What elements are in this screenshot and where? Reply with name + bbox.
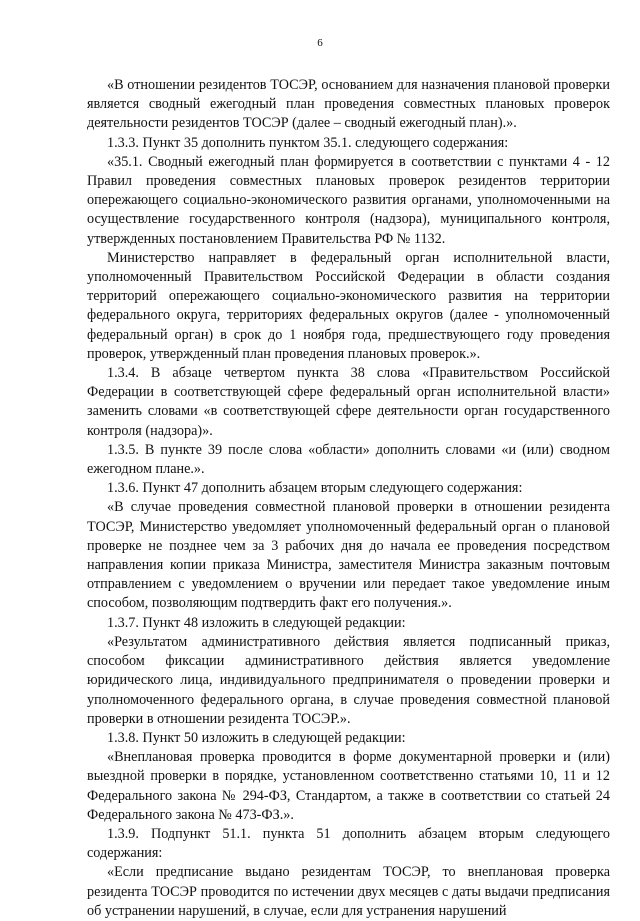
paragraph: «Внеплановая проверка проводится в форме документарной проверки и (или) выездной проверки в порядке, установленном соответственно статьями 10, 11 и 12 Федерального закона № 294-ФЗ, Стандартом, а также в соответствии со статьей 24 Федерального закона № 473-ФЗ.». — [87, 749, 610, 823]
paragraph: 1.3.5. В пункте 39 после слова «области» дополнить словами «и (или) сводном ежегодном плане.». — [87, 441, 610, 478]
document-body — [87, 76, 610, 921]
paragraph: «В случае проведения совместной плановой проверки в отношении резидента ТОСЭР, Министерство уведомляет уполномоченный федеральный орган о плановой проверке не позднее чем за 3 рабочих дня до начала ее проведения посредством направления копии приказа Министра, заместителя Министра заказным почтовым отправлением с уведомлением о вручении или передает такое уведомление иным способом, позволяющим подтвердить факт его получения.». — [87, 499, 610, 612]
paragraph: 1.3.6. Пункт 47 дополнить абзацем вторым следующего содержания: — [107, 480, 523, 497]
paragraph: «Если предписание выдано резидентам ТОСЭР, то внеплановая проверка резидента ТОСЭР проводится по истечении двух месяцев с даты выдачи предписания об устранении нарушений, в случае, если для устранения нарушений — [87, 864, 610, 919]
paragraph: 1.3.4. В абзаце четвертом пункта 38 слова «Правительством Российской Федерации в соответствующей сфере федеральный орган исполнительной власти» заменить словами «в соответствующей сфере деятельности орган государственного контроля (надзора)». — [87, 365, 610, 439]
paragraph: 1.3.7. Пункт 48 изложить в следующей редакции: — [107, 614, 406, 631]
paragraph: «35.1. Сводный ежегодный план формируется в соответствии с пунктами 4 - 12 Правил проведения совместных плановых проверок резидентов территории опережающего социально-экономического развития органами, уполномоченными на осуществление государственного контроля (надзора), муниципального контроля, утвержденных постановлением Правительства РФ № 1132. — [87, 153, 610, 247]
paragraph: 1.3.3. Пункт 35 дополнить пунктом 35.1. следующего содержания: — [107, 134, 509, 151]
paragraph: Министерство направляет в федеральный орган исполнительной власти, уполномоченный Правительством Российской Федерации в области создания территорий опережающего социально-экономического развития на территории федерального округа, территориях федеральных округов (далее - уполномоченный федеральный орган) в срок до 1 ноября года, предшествующего году проведения проверок, утвержденный план проведения плановых проверок.». — [87, 249, 610, 362]
paragraph: «Результатом административного действия является подписанный приказ, способом фиксации административного действия является уведомление юридического лица, индивидуального предпринимателя о проведении проверки и уполномоченного федерального органа, в случае проведения совместной плановой проверки в отношении резидента ТОСЭР.». — [87, 633, 610, 727]
paragraph: «В отношении резидентов ТОСЭР, основанием для назначения плановой проверки является сводный ежегодный план проведения совместных плановых проверок деятельности резидентов ТОСЭР (далее – сводный ежегодный план).». — [87, 77, 610, 132]
paragraph: 1.3.9. Подпункт 51.1. пункта 51 дополнить абзацем вторым следующего содержания: — [87, 825, 610, 862]
paragraph: 1.3.8. Пункт 50 изложить в следующей редакции: — [107, 729, 406, 746]
page-number: 6 — [317, 37, 323, 49]
